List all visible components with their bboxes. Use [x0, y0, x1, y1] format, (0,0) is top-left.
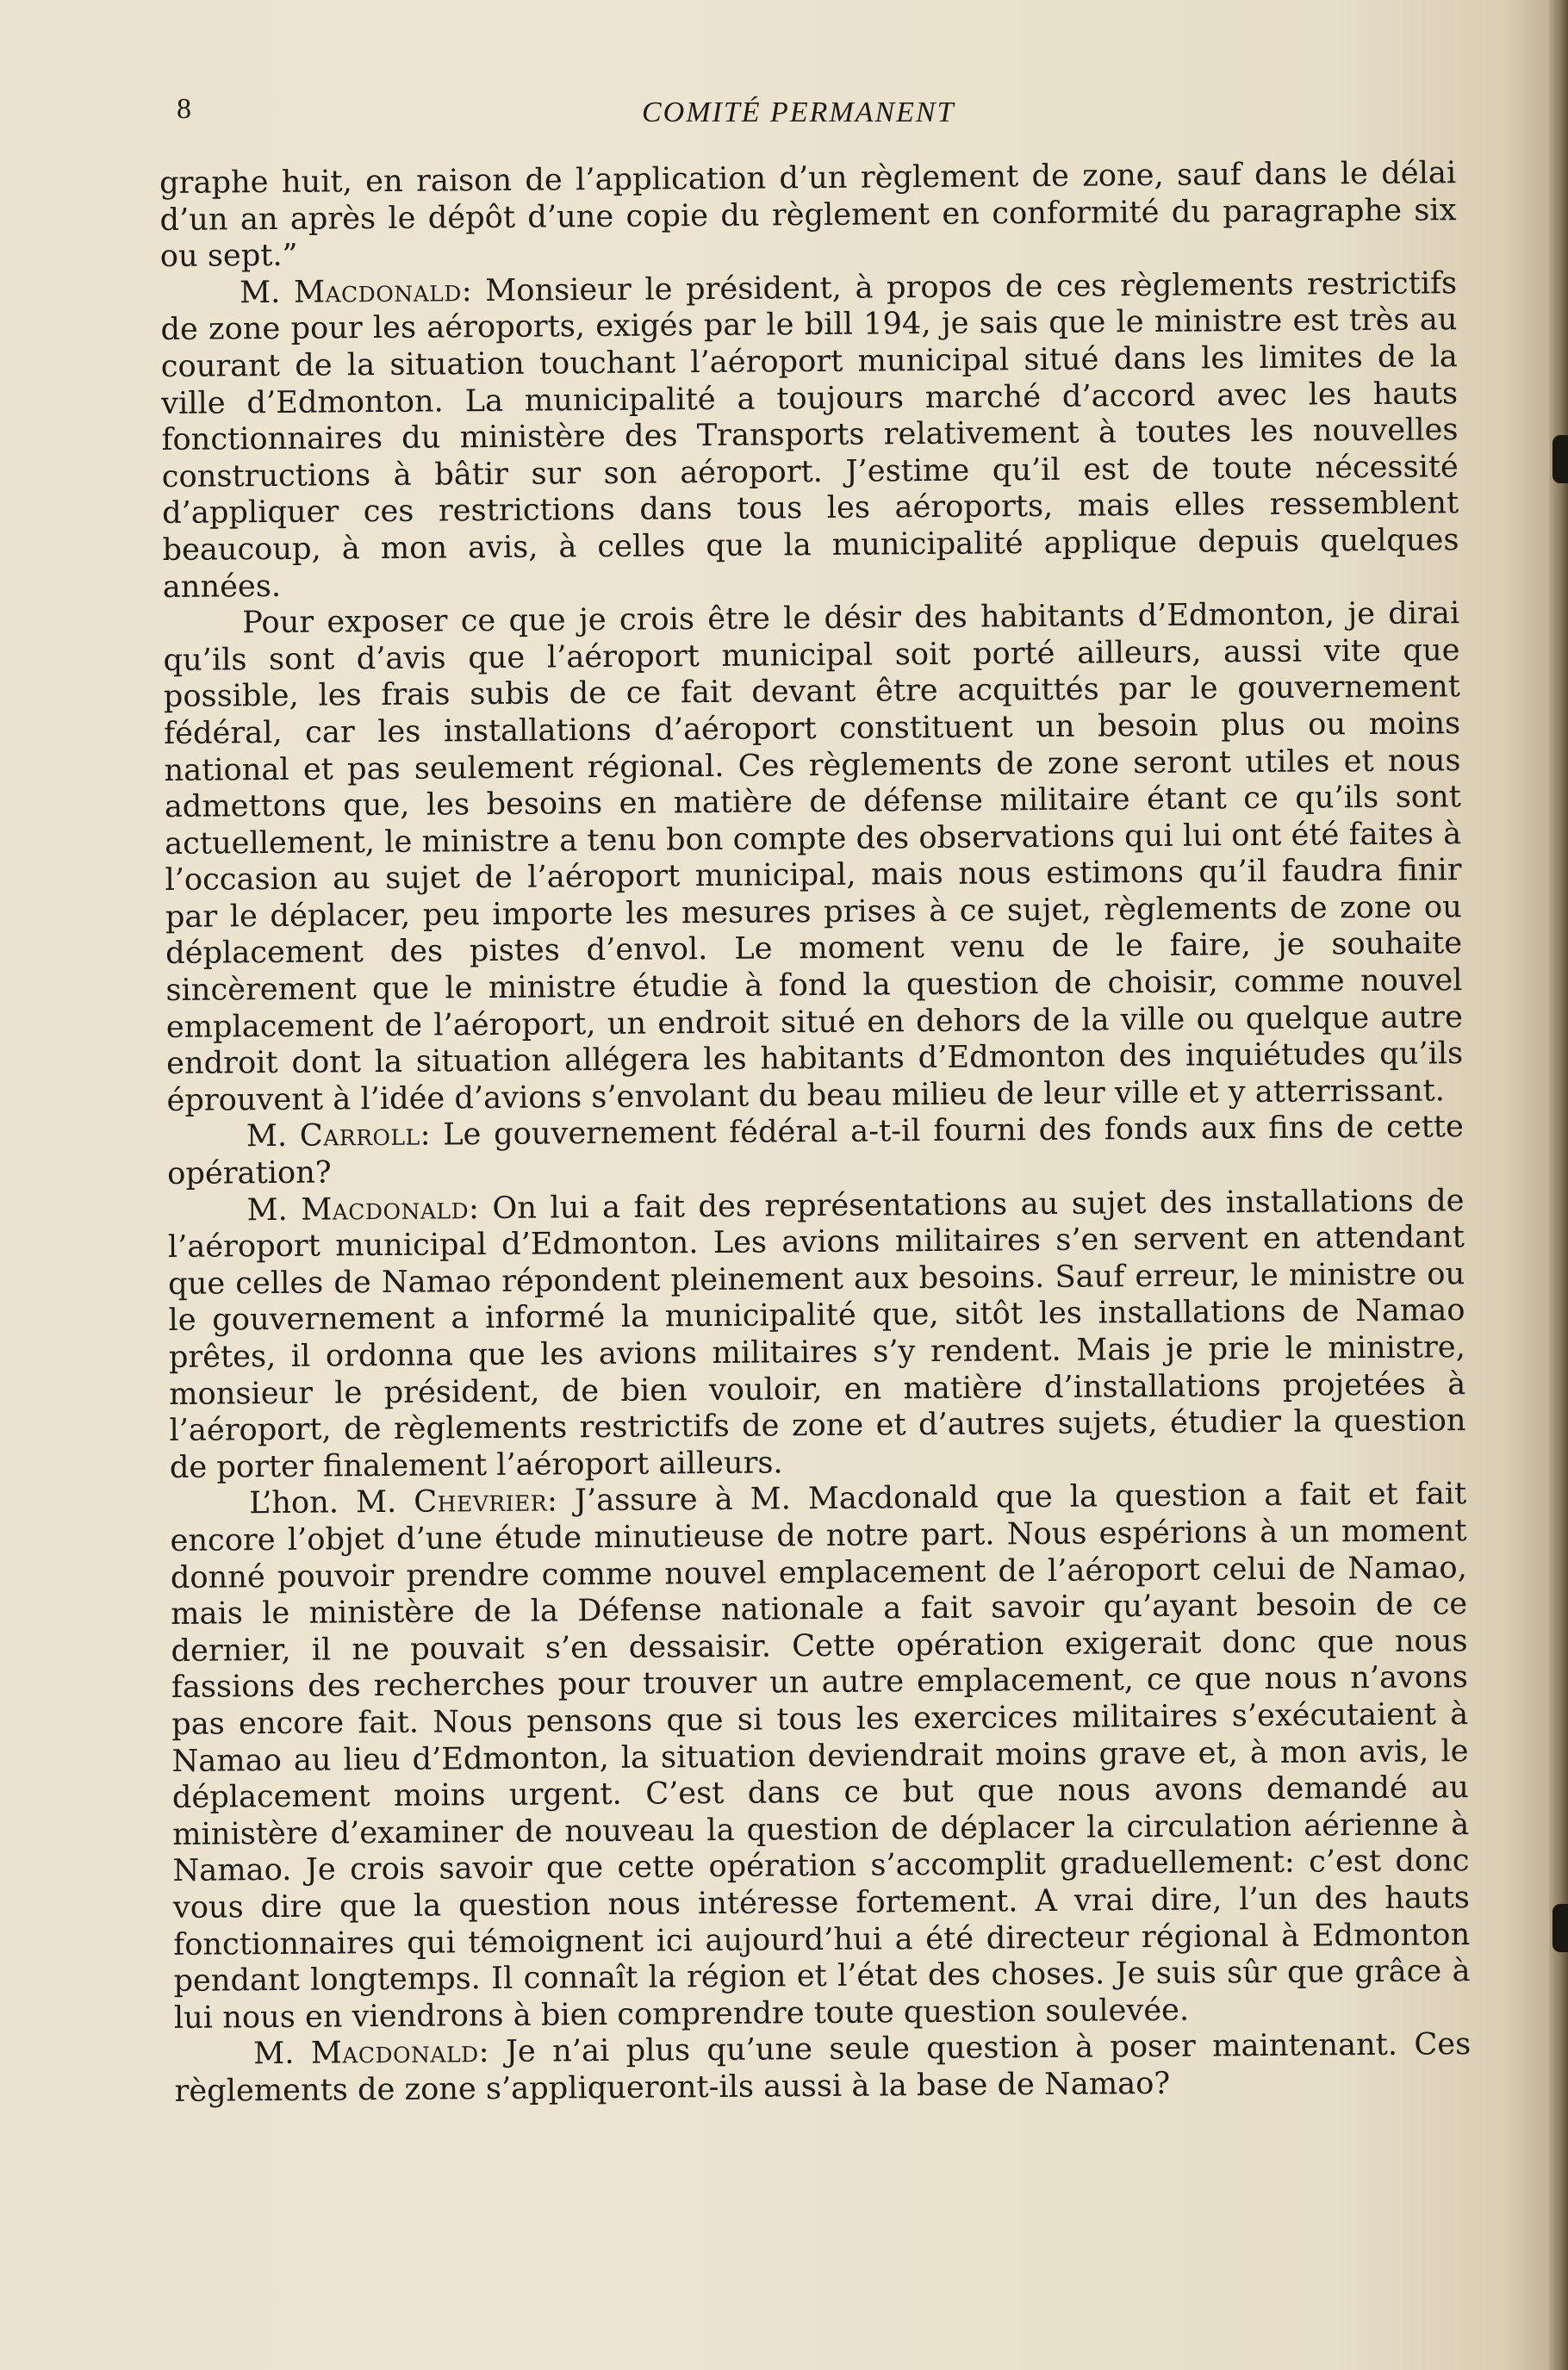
speaker-name: Macdonald [310, 2034, 479, 2071]
speaker-name: Macdonald [293, 273, 462, 310]
paragraph-text: : On lui a fait des représentations au sujet des installations de l’aéroport municipal d’Edmonton. Les avions militaires s’en servent en attendant que celles de Namao répondent pleinement aux besoins. Sauf erreur, le ministre ou le gouvernement a informé la municipalité que, sitôt les installations de Namao prêtes, il ordonna que les avions militaires s’y rendent. Mais je prie le ministre, monsieur le président, de bien vouloir, en matière d’installations projetées à l’aéroport, de règlements restrictifs de zone et d’autres sujets, étudier la question de porter finalement l’aéroport ailleurs. [167, 1182, 1466, 1485]
binding-mark [1552, 435, 1568, 483]
paragraph-text: : Le gouvernement fédéral a-t-il fourni des fonds aux fins de cette opération? [167, 1109, 1464, 1191]
paragraph-text: : Je n’ai plus qu’une seule question à poser maintenant. Ces règlements de zone s’appliqueront-ils aussi à la base de Namao? [174, 2026, 1472, 2109]
speaker-prefix: M. [240, 274, 295, 311]
paragraph-text: : Monsieur le président, à propos de ces règlements restrictifs de zone pour les aéroports, exigés par le bill 194, je sais que le ministre est très au courant de la situation touchant l’aéroport municipal situé dans les limites de la ville d’Edmonton. La municipalité a toujours marché d’accord avec les hauts fonctionnaires du ministère des Transports relativement à toutes les nouvelles constructions à bâtir sur son aéroport. J’estime qu’il est de toute nécessité d’appliquer ces restrictions dans tous les aéroports, mais elles ressemblent beaucoup, à mon avis, à celles que la municipalité applique depuis quelques années. [160, 264, 1459, 605]
page-number: 8 [177, 93, 191, 125]
speaker-prefix: M. [253, 2035, 311, 2072]
paragraph [170, 1477, 1471, 2037]
paragraph [163, 595, 1464, 1119]
speaker-name: Chevrier [414, 1483, 548, 1521]
body-text [159, 155, 1472, 2110]
paragraph [174, 2026, 1472, 2110]
speaker-prefix: M. [246, 1118, 300, 1154]
speaker-name: Macdonald [301, 1190, 470, 1228]
page-header [177, 93, 1452, 136]
page-edge [1549, 0, 1568, 2370]
paragraph-text: : J’assure à M. Macdonald que la question a fait et fait encore l’objet d’une étude minutieuse de notre part. Nous espérions à un moment donné pouvoir prendre comme nouvel emplacement de l’aéroport celui de Namao, mais le ministère de la Défense nationale a fait savoir qu’ayant besoin de ce dernier, il ne pouvait s’en dessaisir. Cette opération exigerait donc que nous fassions des recherches pour trouver un autre emplacement, ce que nous n’avons pas encore fait. Nous pensons que si tous les exercices militaires s’exécutaient à Namao au lieu d’Edmonton, la situation deviendrait moins grave et, à mon avis, le déplacement moins urgent. C’est dans ce but que nous avons demandé au ministère d’examiner de nouveau la question de déplacer la circulation aérienne à Namao. Je crois savoir que cette opération s’accomplit graduellement: c’est donc vous dire que la question nous intéresse fortement. A vrai dire, l’un des hauts fonctionnaires qui témoignent ici aujourd’hui a été directeur régional à Edmonton pendant longtemps. Il connaît la région et l’état des choses. Je suis sûr que grâce à lui nous en viendrons à bien comprendre toute question soulevée. [170, 1476, 1471, 2036]
speaker-prefix: L’hon. M. [249, 1484, 414, 1521]
running-head: COMITÉ PERMANENT [642, 96, 955, 128]
paragraph [159, 155, 1457, 276]
speaker-prefix: M. [246, 1191, 302, 1228]
paragraph [160, 265, 1459, 606]
paragraph [167, 1183, 1466, 1487]
paragraph-text: Pour exposer ce que je crois être le désir des habitants d’Edmonton, je dirai qu’ils sont d’avis que l’aéroport municipal soit porté ailleurs, aussi vite que possible, les frais subis de ce fait devant être acquittés par le gouvernement fédéral, car les installations d’aéroport constituent un besoin plus ou moins national et pas seulement régional. Ces règlements de zone seront utiles et nous admettons que, les besoins en matière de défense militaire étant ce qu’ils sont actuellement, le ministre a tenu bon compte des observations qui lui ont été faites à l’occasion au sujet de l’aéroport municipal, mais nous estimons qu’il faudra finir par le déplacer, peu importe les mesures prises à ce sujet, règlements de zone ou déplacement des pistes d’envol. Le moment venu de le faire, je souhaite sincèrement que le ministre étudie à fond la question de choisir, comme nouvel emplacement de l’aéroport, un endroit situé en dehors de la ville ou quelque autre endroit dont la situation allégera les habitants d’Edmonton des inquiétudes qu’ils éprouvent à l’idée d’avions s’envolant du beau milieu de leur ville et y atterrissant. [163, 595, 1464, 1118]
paragraph [167, 1110, 1465, 1193]
binding-mark [1552, 1904, 1568, 1952]
speaker-name: Carroll [299, 1117, 420, 1154]
paragraph-text: graphe huit, en raison de l’application d’un règlement de zone, sauf dans le délai d’un an après le dépôt d’une copie du règlement en conformité du paragraphe six ou sept.” [159, 155, 1457, 275]
